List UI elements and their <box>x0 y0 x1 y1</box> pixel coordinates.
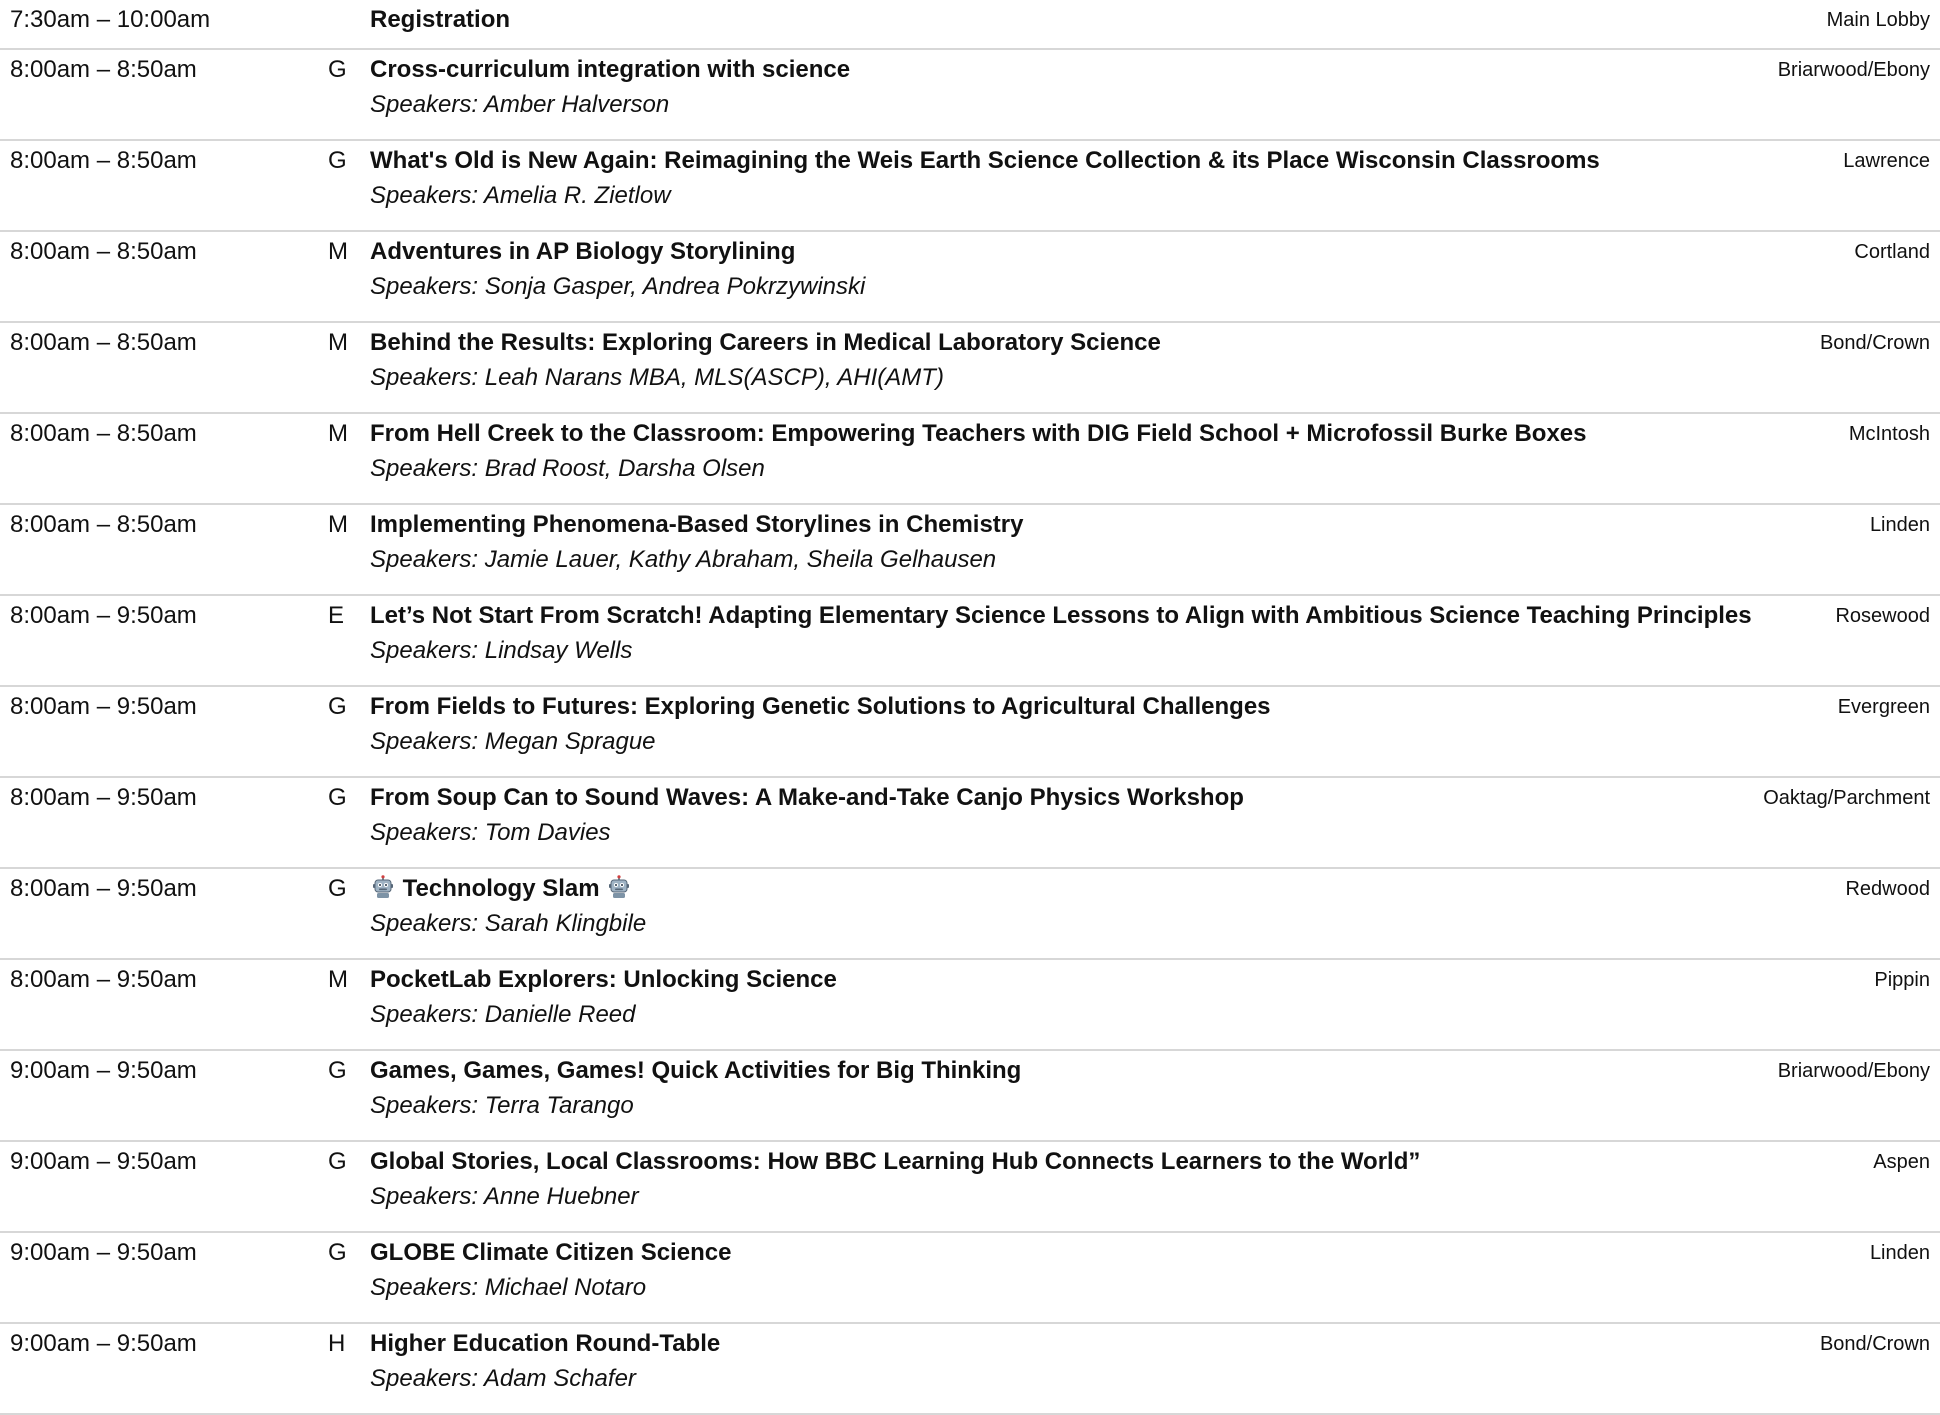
session-time: 8:00am – 8:50am <box>10 147 197 174</box>
session-track-code: M <box>328 329 348 356</box>
session-title[interactable]: Implementing Phenomena-Based Storylines in Chemistry <box>370 511 1024 538</box>
session-time: 8:00am – 9:50am <box>10 693 197 720</box>
session-speakers: Speakers: Lindsay Wells <box>370 637 633 664</box>
session-speakers: Speakers: Danielle Reed <box>370 1001 636 1028</box>
session-title[interactable]: PocketLab Explorers: Unlocking Science <box>370 966 837 993</box>
session-title[interactable]: From Fields to Futures: Exploring Genetic Solutions to Agricultural Challenges <box>370 693 1271 720</box>
session-title[interactable]: Technology Slam <box>402 875 600 902</box>
session-title[interactable]: Games, Games, Games! Quick Activities for Big Thinking <box>370 1057 1022 1084</box>
session-title[interactable]: Global Stories, Local Classrooms: How BBC Learning Hub Connects Learners to the World” <box>370 1148 1421 1175</box>
session-row[interactable] <box>0 232 1940 323</box>
session-time: 8:00am – 9:50am <box>10 602 197 629</box>
session-track-code: E <box>328 602 345 629</box>
session-row[interactable] <box>0 1324 1940 1415</box>
session-track-code: G <box>328 147 347 174</box>
session-time: 9:00am – 9:50am <box>10 1239 197 1266</box>
session-speakers: Speakers: Adam Schafer <box>370 1365 636 1392</box>
session-room: Bond/Crown <box>1819 1333 1930 1355</box>
session-track-code: G <box>328 693 347 720</box>
session-row[interactable] <box>0 50 1940 141</box>
session-time: 8:00am – 9:50am <box>10 966 197 993</box>
session-track-code: M <box>328 511 348 538</box>
session-title[interactable]: What's Old is New Again: Reimagining the Weis Earth Science Collection & its Place Wisconsin Classrooms <box>370 147 1600 174</box>
session-row[interactable] <box>0 960 1940 1051</box>
session-time: 8:00am – 9:50am <box>10 875 197 902</box>
session-speakers: Speakers: Tom Davies <box>370 819 611 846</box>
session-speakers: Speakers: Jamie Lauer, Kathy Abraham, Sheila Gelhausen <box>370 546 997 573</box>
session-row[interactable] <box>0 778 1940 869</box>
session-time: 9:00am – 9:50am <box>10 1057 197 1084</box>
session-track-code: G <box>328 56 347 83</box>
session-room: Briarwood/Ebony <box>1777 1060 1930 1082</box>
session-speakers: Speakers: Brad Roost, Darsha Olsen <box>370 455 765 482</box>
session-speakers: Speakers: Amelia R. Zietlow <box>370 182 671 209</box>
session-title[interactable]: Let’s Not Start From Scratch! Adapting Elementary Science Lessons to Align with Ambitious Science Teaching Principles <box>370 602 1752 629</box>
session-time: 9:00am – 9:50am <box>10 1148 197 1175</box>
session-speakers: Speakers: Amber Halverson <box>370 91 670 118</box>
session-room: Linden <box>1869 514 1930 536</box>
session-row[interactable] <box>0 505 1940 596</box>
session-row[interactable] <box>0 869 1940 960</box>
session-title[interactable]: Cross-curriculum integration with science <box>370 56 851 83</box>
session-track-code: G <box>328 1057 347 1084</box>
session-row[interactable] <box>0 596 1940 687</box>
session-room: Redwood <box>1845 878 1930 900</box>
session-room: Main Lobby <box>1826 9 1930 31</box>
session-time: 8:00am – 9:50am <box>10 784 197 811</box>
session-time: 8:00am – 8:50am <box>10 56 197 83</box>
session-room: Lawrence <box>1843 150 1930 172</box>
session-speakers: Speakers: Leah Narans MBA, MLS(ASCP), AHI(AMT) <box>370 364 944 391</box>
session-title[interactable]: Adventures in AP Biology Storylining <box>370 238 796 265</box>
robot-icon <box>608 875 630 899</box>
session-room: Cortland <box>1854 241 1930 263</box>
session-title[interactable]: From Hell Creek to the Classroom: Empowering Teachers with DIG Field School + Microfossil Burke Boxes <box>370 420 1587 447</box>
session-row[interactable] <box>0 0 1940 50</box>
session-room: Oaktag/Parchment <box>1763 787 1930 809</box>
session-time: 7:30am – 10:00am <box>10 6 211 33</box>
session-room: Evergreen <box>1837 696 1930 718</box>
session-track-code: G <box>328 1148 347 1175</box>
session-time: 8:00am – 8:50am <box>10 420 197 447</box>
session-row[interactable] <box>0 323 1940 414</box>
session-speakers: Speakers: Michael Notaro <box>370 1274 647 1301</box>
session-row[interactable] <box>0 1051 1940 1142</box>
session-room: McIntosh <box>1848 423 1930 445</box>
session-room: Bond/Crown <box>1819 332 1930 354</box>
session-title[interactable]: Higher Education Round-Table <box>370 1330 721 1357</box>
session-room: Aspen <box>1873 1151 1930 1173</box>
session-row[interactable] <box>0 414 1940 505</box>
session-room: Rosewood <box>1835 605 1930 627</box>
session-track-code: M <box>328 966 348 993</box>
session-speakers: Speakers: Megan Sprague <box>370 728 656 755</box>
session-speakers: Speakers: Sonja Gasper, Andrea Pokrzywinski <box>370 273 866 300</box>
session-row[interactable] <box>0 687 1940 778</box>
session-room: Briarwood/Ebony <box>1777 59 1930 81</box>
session-title[interactable]: From Soup Can to Sound Waves: A Make-and-Take Canjo Physics Workshop <box>370 784 1244 811</box>
session-title[interactable]: Behind the Results: Exploring Careers in Medical Laboratory Science <box>370 329 1161 356</box>
session-time: 8:00am – 8:50am <box>10 329 197 356</box>
session-speakers: Speakers: Terra Tarango <box>370 1092 634 1119</box>
session-track-code: H <box>328 1330 346 1357</box>
session-time: 8:00am – 8:50am <box>10 238 197 265</box>
session-title[interactable]: GLOBE Climate Citizen Science <box>370 1239 732 1266</box>
session-track-code: M <box>328 238 348 265</box>
session-track-code: M <box>328 420 348 447</box>
session-title[interactable]: Registration <box>370 6 511 33</box>
session-room: Pippin <box>1874 969 1930 991</box>
session-room: Linden <box>1869 1242 1930 1264</box>
session-speakers: Speakers: Sarah Klingbile <box>370 910 647 937</box>
session-row[interactable] <box>0 1142 1940 1233</box>
session-time: 8:00am – 8:50am <box>10 511 197 538</box>
session-track-code: G <box>328 875 347 902</box>
session-track-code: G <box>328 784 347 811</box>
session-row[interactable] <box>0 1233 1940 1324</box>
session-row[interactable] <box>0 141 1940 232</box>
session-speakers: Speakers: Anne Huebner <box>370 1183 639 1210</box>
session-track-code: G <box>328 1239 347 1266</box>
robot-icon <box>372 875 394 899</box>
session-title-wrapper[interactable] <box>370 874 632 904</box>
session-time: 9:00am – 9:50am <box>10 1330 197 1357</box>
